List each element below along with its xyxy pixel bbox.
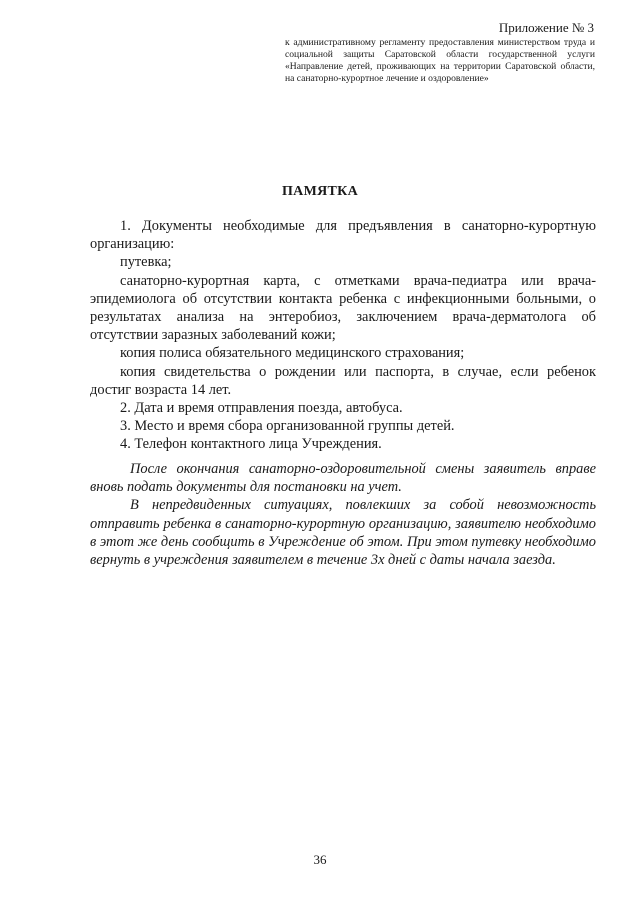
page-number: 36 — [313, 852, 327, 867]
memo-paragraph: санаторно-курортная карта, с отметками врача-педиатра или врача-эпидемиолога об отсутствии контакта ребенка с инфекционными больными, о результатах анализа на энтеробиоз, заключением врача-дерматолога об отсутствии заразных заболеваний кожи; — [90, 272, 596, 344]
memo-paragraph: путевка; — [120, 254, 172, 271]
memo-paragraph: 1. Документы необходимые для предъявления в санаторно-курортную организацию: — [90, 218, 596, 253]
appendix-title: Приложение № 3 — [498, 20, 594, 35]
memo-paragraph: 4. Телефон контактного лица Учреждения. — [120, 436, 382, 453]
memo-note: После окончания санаторно-оздоровительной смены заявитель вправе вновь подать документы для постановки на учет. — [90, 461, 596, 496]
memo-notes — [90, 460, 596, 569]
memo-paragraph: 2. Дата и время отправления поезда, автобуса. — [120, 400, 403, 417]
memo-paragraph: 3. Место и время сбора организованной группы детей. — [120, 418, 455, 435]
memo-body — [90, 217, 596, 454]
memo-title: ПАМЯТКА — [281, 184, 359, 199]
memo-note: В непредвиденных ситуациях, повлекших за собой невозможность отправить ребенка в санаторно-курортную организацию, заявителю необходимо в этот же день сообщить в Учреждение об этом. При этом путевку необходимо вернуть в учреждения заявителем в течение 3х дней с даты начала заезда. — [90, 497, 596, 569]
appendix-subtitle: к административному регламенту предоставления министерством труда и социальной защиты Саратовской области государственной услуги «Направление детей, проживающих на территории Саратовской области, на санаторно-курортное лечение и оздоровление» — [285, 37, 595, 84]
memo-paragraph: копия полиса обязательного медицинского страхования; — [120, 345, 465, 362]
memo-paragraph: копия свидетельства о рождении или паспорта, в случае, если ребенок достиг возраста 14 лет. — [90, 363, 596, 398]
